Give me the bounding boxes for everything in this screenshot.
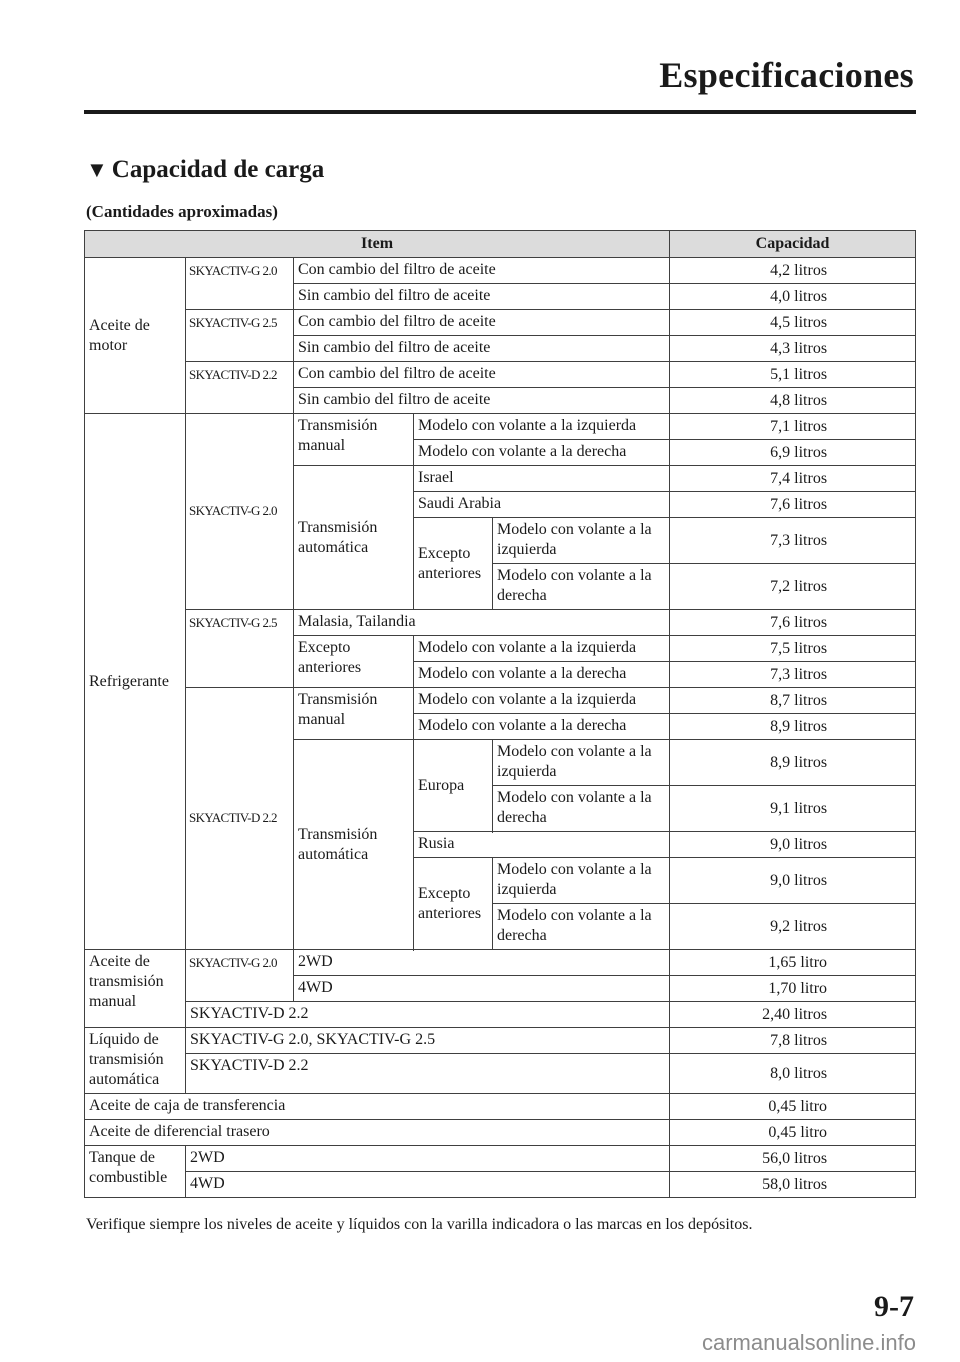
transmission-cell: Transmisión automática [294, 466, 414, 610]
detail-cell: Modelo con volante a la izquierda [414, 688, 670, 714]
transmission-cell: Transmisión automática [294, 740, 414, 950]
detail-cell: SKYACTIV-D 2.2 [186, 1002, 670, 1028]
table-row [85, 1120, 916, 1146]
detail-cell: Con cambio del filtro de aceite [294, 362, 670, 388]
detail-cell: Con cambio del filtro de aceite [294, 258, 670, 284]
section-subtitle: (Cantidades aproximadas) [86, 202, 278, 221]
table-row [85, 1094, 916, 1120]
category-cell: Tanque de combustible [85, 1146, 186, 1198]
category-cell: Líquido de transmisión automática [85, 1028, 186, 1094]
detail-cell: Con cambio del filtro de aceite [294, 310, 670, 336]
detail-cell: Modelo con volante a la izquierda [493, 740, 670, 786]
capacity-cell: 4,3 litros [670, 336, 916, 362]
table-row [85, 1172, 916, 1198]
capacity-cell: 1,70 litro [670, 976, 916, 1002]
capacity-cell: 9,2 litros [670, 904, 916, 950]
engine-cell: SKYACTIV-G 2.0 [186, 258, 294, 310]
watermark: carmanualsonline.info [701, 1330, 916, 1355]
detail-cell: Modelo con volante a la derecha [493, 786, 670, 832]
detail-cell: Modelo con volante a la izquierda [493, 518, 670, 564]
capacity-cell: 8,7 litros [670, 688, 916, 714]
detail-cell: Saudi Arabia [414, 492, 670, 518]
capacity-cell: 4,0 litros [670, 284, 916, 310]
capacity-cell: 9,1 litros [670, 786, 916, 832]
region-cell: Excepto anteriores [414, 518, 493, 610]
capacity-cell: 7,3 litros [670, 518, 916, 564]
detail-cell: Modelo con volante a la izquierda [414, 636, 670, 662]
transmission-cell: Transmisión manual [294, 688, 414, 740]
capacity-cell: 7,8 litros [670, 1028, 916, 1054]
detail-cell: Modelo con volante a la derecha [414, 714, 670, 740]
capacity-cell: 8,9 litros [670, 740, 916, 786]
table-header-row [85, 231, 916, 258]
category-cell: Aceite de caja de transferencia [85, 1094, 670, 1120]
detail-cell: 2WD [294, 950, 670, 976]
table-row [85, 414, 916, 440]
detail-cell: Sin cambio del filtro de aceite [294, 284, 670, 310]
detail-cell: Malasia, Tailandia [294, 610, 670, 636]
capacity-cell: 7,3 litros [670, 662, 916, 688]
header-item: Item [85, 231, 670, 258]
region-cell: Excepto anteriores [294, 636, 414, 688]
capacity-cell: 1,65 litro [670, 950, 916, 976]
capacity-cell: 7,6 litros [670, 610, 916, 636]
capacity-table [84, 230, 916, 1198]
region-cell: Europa [414, 740, 493, 832]
transmission-cell: Transmisión manual [294, 414, 414, 466]
detail-cell: Rusia [414, 832, 670, 858]
table-row [85, 1054, 916, 1094]
engine-cell: SKYACTIV-G 2.0 [186, 414, 294, 610]
section-title [86, 156, 324, 184]
table-row [85, 950, 916, 976]
capacity-cell: 4,8 litros [670, 388, 916, 414]
region-cell: Excepto anteriores [414, 858, 493, 950]
capacity-cell: 7,1 litros [670, 414, 916, 440]
table-row [85, 362, 916, 388]
triangle-down-icon: ▼ [86, 157, 108, 182]
page-number: 9-7 [874, 1290, 914, 1323]
detail-cell: SKYACTIV-G 2.0, SKYACTIV-G 2.5 [186, 1028, 670, 1054]
category-cell: Aceite de transmisión manual [85, 950, 186, 1028]
capacity-cell: 58,0 litros [670, 1172, 916, 1198]
capacity-cell: 0,45 litro [670, 1120, 916, 1146]
detail-cell: 4WD [294, 976, 670, 1002]
table-row [85, 610, 916, 636]
category-cell: Aceite de diferencial trasero [85, 1120, 670, 1146]
detail-cell: Modelo con volante a la derecha [493, 564, 670, 610]
capacity-cell: 8,0 litros [670, 1054, 916, 1094]
detail-cell: Modelo con volante a la derecha [493, 904, 670, 950]
table-row [85, 1028, 916, 1054]
capacity-cell: 4,2 litros [670, 258, 916, 284]
table-row [85, 1002, 916, 1028]
capacity-cell: 7,2 litros [670, 564, 916, 610]
detail-cell: Israel [414, 466, 670, 492]
detail-cell: Sin cambio del filtro de aceite [294, 388, 670, 414]
capacity-cell: 7,4 litros [670, 466, 916, 492]
detail-cell: Modelo con volante a la derecha [414, 440, 670, 466]
category-cell: Refrigerante [85, 414, 186, 950]
engine-cell: SKYACTIV-G 2.0 [186, 950, 294, 1002]
detail-cell: Modelo con volante a la izquierda [493, 858, 670, 904]
capacity-cell: 9,0 litros [670, 832, 916, 858]
table-row [85, 688, 916, 714]
engine-cell: SKYACTIV-D 2.2 [186, 362, 294, 414]
table-row [85, 310, 916, 336]
footnote: Verifique siempre los niveles de aceite y líquidos con la varilla indicadora o las marcas en los depósitos. [86, 1216, 753, 1233]
capacity-cell: 9,0 litros [670, 858, 916, 904]
header-divider [84, 110, 916, 114]
capacity-cell: 7,6 litros [670, 492, 916, 518]
detail-cell: Modelo con volante a la derecha [414, 662, 670, 688]
category-cell: Aceite de motor [85, 258, 186, 414]
header-capacity: Capacidad [670, 231, 916, 258]
table-row [85, 1146, 916, 1172]
capacity-cell: 2,40 litros [670, 1002, 916, 1028]
detail-cell: SKYACTIV-D 2.2 [186, 1054, 670, 1094]
capacity-cell: 5,1 litros [670, 362, 916, 388]
detail-cell: Sin cambio del filtro de aceite [294, 336, 670, 362]
detail-cell: 2WD [186, 1146, 670, 1172]
capacity-cell: 4,5 litros [670, 310, 916, 336]
capacity-cell: 8,9 litros [670, 714, 916, 740]
engine-cell: SKYACTIV-D 2.2 [186, 688, 294, 950]
table-row [85, 258, 916, 284]
capacity-cell: 6,9 litros [670, 440, 916, 466]
engine-cell: SKYACTIV-G 2.5 [186, 310, 294, 362]
detail-cell: 4WD [186, 1172, 670, 1198]
page-header-title: Especificaciones [659, 55, 914, 95]
capacity-cell: 7,5 litros [670, 636, 916, 662]
section-title-text: Capacidad de carga [111, 156, 325, 183]
capacity-cell: 0,45 litro [670, 1094, 916, 1120]
detail-cell: Modelo con volante a la izquierda [414, 414, 670, 440]
capacity-cell: 56,0 litros [670, 1146, 916, 1172]
engine-cell: SKYACTIV-G 2.5 [186, 610, 294, 688]
